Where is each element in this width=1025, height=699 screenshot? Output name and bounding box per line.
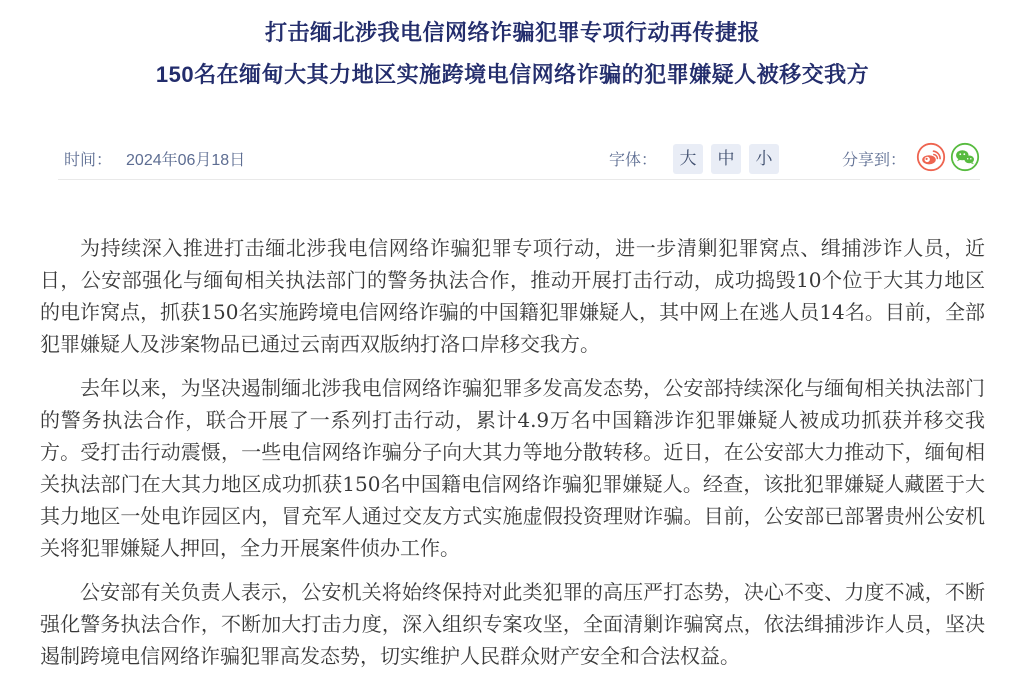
article-paragraph-1: 为持续深入推进打击缅北涉我电信网络诈骗犯罪专项行动，进一步清剿犯罪窝点、缉捕涉诈人员，近日，公安部强化与缅甸相关执法部门的警务执法合作，推动开展打击行动，成功捣毁10个位于大其力地区的电诈窝点，抓获150名实施跨境电信网络诈骗的中国籍犯罪嫌疑人，其中网上在逃人员14名。目前，全部犯罪嫌疑人及涉案物品已通过云南西双版纳打洛口岸移交我方。	[40, 236, 985, 356]
article-body	[40, 232, 985, 672]
publish-time	[58, 147, 245, 170]
meta-controls	[609, 144, 980, 174]
article-paragraph-2: 去年以来，为坚决遏制缅北涉我电信网络诈骗犯罪多发高发态势，公安部持续深化与缅甸相关执法部门的警务执法合作，联合开展了一系列打击行动，累计4.9万名中国籍涉诈犯罪嫌疑人被成功抓获并移交我方。受打击行动震慑，一些电信网络诈骗分子向大其力等地分散转移。近日，在公安部大力推动下，缅甸相关执法部门在大其力地区成功抓获150名中国籍电信网络诈骗犯罪嫌疑人。经查，该批犯罪嫌疑人藏匿于大其力地区一处电诈园区内，冒充军人通过交友方式实施虚假投资理财诈骗。目前，公安部已部署贵州公安机关将犯罪嫌疑人押回，全力开展案件侦办工作。	[40, 376, 985, 560]
font-size-label: 字体：	[608, 152, 657, 169]
meta-bar	[58, 138, 980, 180]
article-paragraph-3: 公安部有关负责人表示，公安机关将始终保持对此类犯罪的高压严打态势，决心不变、力度不减，不断强化警务执法合作，不断加大打击力度，深入组织专案攻坚，全面清剿诈骗窝点，依法缉捕涉诈人员，坚决遏制跨境电信网络诈骗犯罪高发态势，切实维护人民群众财产安全和合法权益。	[40, 580, 985, 668]
share-weibo-button[interactable]	[916, 144, 946, 174]
wechat-icon	[950, 142, 980, 175]
time-label: 时间：	[64, 152, 113, 169]
page-title-line2: 150名在缅甸大其力地区实施跨境电信网络诈骗的犯罪嫌疑人被移交我方	[155, 62, 870, 87]
font-size-large-button[interactable]: 大	[673, 144, 703, 174]
time-value: 2024年06月18日	[126, 152, 246, 169]
weibo-icon	[916, 142, 946, 175]
font-size-small-button[interactable]: 小	[749, 144, 779, 174]
share-wechat-button[interactable]	[950, 144, 980, 174]
share-label: 分享到：	[841, 152, 906, 169]
page-title-line1: 打击缅北涉我电信网络诈骗犯罪专项行动再传捷报	[264, 20, 760, 45]
font-size-medium-button[interactable]: 中	[711, 144, 741, 174]
page-header	[0, 0, 1025, 96]
